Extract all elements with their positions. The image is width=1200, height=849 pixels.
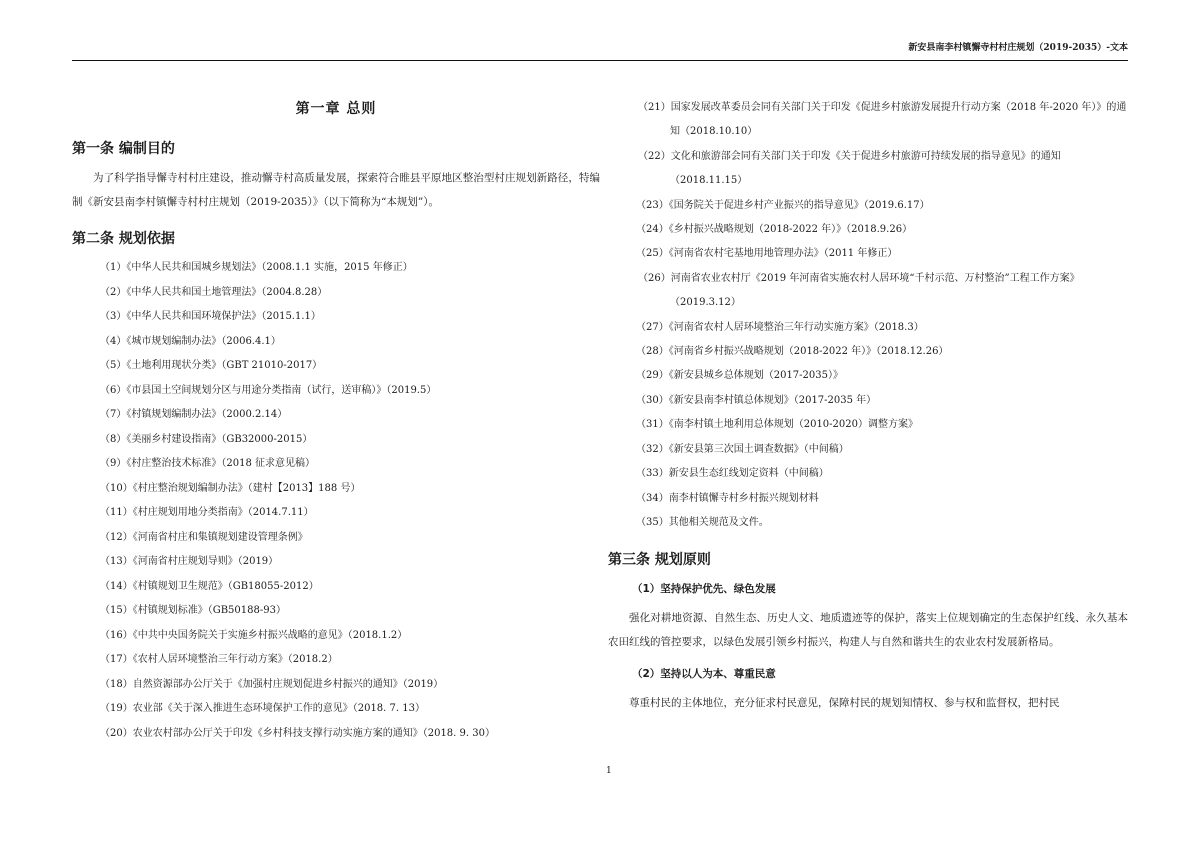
- basis-item: （24）《乡村振兴战略规划（2018-2022 年）》（2018.9.26）: [636, 224, 913, 236]
- basis-item: （17）《农村人居环境整治三年行动方案》（2018.2）: [100, 654, 338, 665]
- basis-item: （8）《美丽乡村建设指南》（GB32000-2015）: [100, 433, 313, 445]
- basis-list-right: [608, 96, 1128, 535]
- basis-item: （10）《村庄整治规划编制办法》（建村【2013】188 号）: [100, 482, 361, 494]
- basis-item: （35）其他相关规范及文件。: [636, 516, 769, 528]
- left-column: [72, 88, 600, 746]
- basis-item: （13）《河南省村庄规划导则》（2019）: [100, 556, 279, 567]
- basis-item: （21）国家发展改革委员会同有关部门关于印发《促进乡村旅游发展提升行动方案（2018 年-2020 年）》的通知（2018.10.10）: [638, 102, 1127, 138]
- basis-item: （26）河南省农业农村厅《2019 年河南省实施农村人居环境“千村示范、万村整治”工程工作方案》（2019.3.12）: [638, 272, 1080, 309]
- basis-item: （5）《土地利用现状分类》（GBT 21010-2017）: [100, 360, 323, 371]
- basis-item: （27）《河南省农村人居环境整治三年行动实施方案》（2018.3）: [636, 321, 924, 333]
- principle-1-title: （1）坚持保护优先、绿色发展: [632, 583, 776, 596]
- basis-item: （18）自然资源部办公厅关于《加强村庄规划促进乡村振兴的通知》（2019）: [100, 678, 444, 690]
- basis-item: （3）《中华人民共和国环境保护法》（2015.1.1）: [100, 311, 321, 322]
- basis-item: （12）《河南省村庄和集镇规划建设管理条例》: [100, 531, 308, 543]
- basis-item: （15）《村镇规划标准》（GB50188-93）: [100, 605, 286, 616]
- article-1-paragraph: 为了科学指导懈寺村村庄建设，推动懈寺村高质量发展，探索符合睢县平原地区整治型村庄规划新路径，特编制《新安县南李村镇懈寺村村庄规划（2019-2035）》（以下简称为“本规划”）。: [72, 172, 600, 208]
- header-divider: [72, 60, 1128, 61]
- basis-item: （14）《村镇规划卫生规范》（GB18055-2012）: [100, 580, 319, 592]
- document-header-title: 新安县南李村镇懈寺村村庄规划（2019-2035）-文本: [908, 43, 1128, 53]
- basis-item: （11）《村庄规划用地分类指南》（2014.7.11）: [100, 507, 314, 518]
- basis-item: （28）《河南省乡村振兴战略规划（2018-2022 年）》（2018.12.26）: [636, 346, 949, 358]
- principle-2-text: 尊重村民的主体地位，充分征求村民意见，保障村民的规划知情权、参与权和监督权，把村民: [629, 697, 1060, 710]
- basis-item: （7）《村镇规划编制办法》（2000.2.14）: [100, 409, 288, 420]
- basis-item: （20）农业农村部办公厅关于印发《乡村科技支撑行动实施方案的通知》（2018. 9. 30）: [100, 727, 495, 739]
- basis-item: （16）《中共中央国务院关于实施乡村振兴战略的意见》（2018.1.2）: [100, 629, 408, 641]
- basis-item: （9）《村庄整治技术标准》（2018 征求意见稿）: [100, 458, 315, 469]
- article-2-title: 第二条 规划依据: [72, 231, 175, 247]
- basis-item: （1）《中华人民共和国城乡规划法》（2008.1.1 实施，2015 年修正）: [100, 262, 413, 273]
- basis-item: （29）《新安县城乡总体规划（2017-2035）》: [636, 370, 844, 382]
- basis-item: （31）《南李村镇土地利用总体规划（2010-2020）调整方案》: [636, 419, 919, 431]
- article-3-title: 第三条 规划原则: [608, 552, 711, 569]
- principle-2-title: （2）坚持以人为本、尊重民意: [632, 668, 776, 681]
- basis-item: （23）《国务院关于促进乡村产业振兴的指导意见》（2019.6.17）: [636, 199, 930, 211]
- basis-item: （34）南李村镇懈寺村乡村振兴规划材料: [636, 492, 819, 504]
- basis-item: （30）《新安县南李村镇总体规划》（2017-2035 年）: [636, 394, 877, 406]
- basis-item: （33）新安县生态红线划定资料（中间稿）: [636, 468, 829, 480]
- principle-1-text: 强化对耕地资源、自然生态、历史人文、地质遗迹等的保护，落实上位规划确定的生态保护红线、永久基本农田红线的管控要求，以绿色发展引领乡村振兴，构建人与自然和谐共生的农业农村发展新格局。: [608, 612, 1128, 649]
- basis-item: （4）《城市规划编制办法》（2006.4.1）: [100, 335, 281, 347]
- basis-item: （32）《新安县第三次国土调查数据》（中间稿）: [636, 443, 849, 455]
- basis-list-left: [72, 256, 600, 746]
- chapter-title: 第一章 总则: [295, 101, 377, 117]
- basis-item: （22）文化和旅游部会同有关部门关于印发《关于促进乡村旅游可持续发展的指导意见》的通知（2018.11.15）: [638, 150, 1061, 187]
- right-column: [608, 92, 1128, 715]
- basis-item: （6）《市县国土空间规划分区与用途分类指南（试行，送审稿）》（2019.5）: [100, 384, 437, 396]
- basis-item: （25）《河南省农村宅基地用地管理办法》（2011 年修正）: [636, 248, 898, 260]
- basis-item: （19）农业部《关于深入推进生态环境保护工作的意见》（2018. 7. 13）: [100, 703, 425, 714]
- article-1-title: 第一条 编制目的: [72, 141, 175, 157]
- basis-item: （2）《中华人民共和国土地管理法》（2004.8.28）: [100, 286, 328, 298]
- page-number: 1: [606, 766, 612, 776]
